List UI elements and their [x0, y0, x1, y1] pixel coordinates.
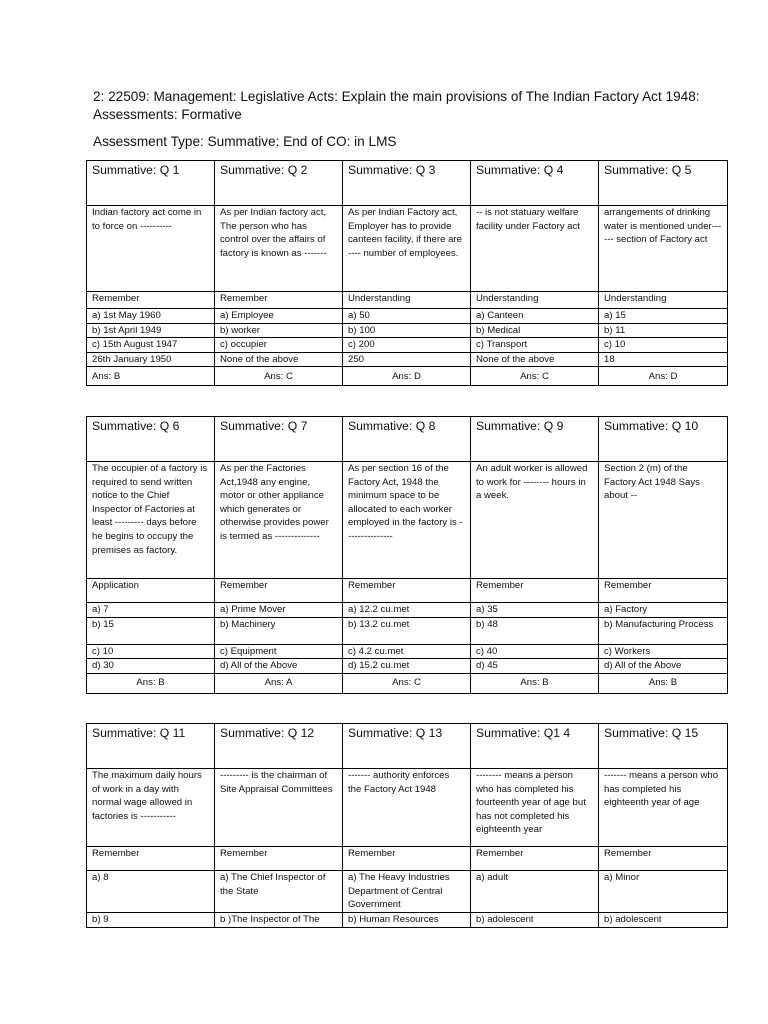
option-d: d) 15.2 cu.met — [343, 659, 471, 674]
option-a: a) 50 — [343, 309, 471, 324]
option-c: c) occupier — [215, 338, 343, 353]
blooms-level: Understanding — [599, 292, 728, 309]
question-text: -------- means a person who has completed his fourteenth year of age but has not completed his eighteenth year — [471, 769, 599, 847]
question-header: Summative: Q 3 — [343, 161, 471, 206]
answer-key: Ans: B — [87, 673, 215, 693]
option-c: c) 15th August 1947 — [87, 338, 215, 353]
option-b: b) 13.2 cu.met — [343, 617, 471, 644]
assessment-type: Assessment Type: Summative: End of CO: in LMS — [93, 134, 397, 149]
answer-key: Ans: C — [215, 367, 343, 386]
document-heading — [93, 88, 713, 124]
question-text: ------- authority enforces the Factory Act 1948 — [343, 769, 471, 847]
question-header: Summative: Q 1 — [87, 161, 215, 206]
question-table-2 — [86, 416, 728, 694]
question-header: Summative: Q 6 — [87, 417, 215, 462]
blooms-level: Remember — [343, 847, 471, 871]
blooms-level: Remember — [87, 292, 215, 309]
answer-key: Ans: B — [87, 367, 215, 386]
question-text: The occupier of a factory is required to send written notice to the Chief Inspector of Factories at least --------- days before he begins to occupy the premises as factory. — [87, 462, 215, 579]
option-d: None of the above — [215, 352, 343, 367]
answer-key: Ans: B — [471, 673, 599, 693]
option-d: d) All of the Above — [599, 659, 728, 674]
question-header: Summative: Q 7 — [215, 417, 343, 462]
question-text: ------- means a person who has completed his eighteenth year of age — [599, 769, 728, 847]
option-a: a) 7 — [87, 603, 215, 618]
question-header: Summative: Q 11 — [87, 724, 215, 769]
heading-line-2: Assessments: Formative — [93, 107, 242, 122]
option-b: b) 100 — [343, 323, 471, 338]
question-table-3 — [86, 723, 728, 928]
option-b: b )The Inspector of The — [215, 913, 343, 928]
option-c: c) Workers — [599, 644, 728, 659]
blooms-level: Remember — [215, 579, 343, 603]
question-header: Summative: Q 8 — [343, 417, 471, 462]
blooms-level: Remember — [87, 847, 215, 871]
option-a: a) Employee — [215, 309, 343, 324]
blooms-level: Remember — [599, 579, 728, 603]
answer-key: Ans: D — [343, 367, 471, 386]
option-c: c) 10 — [599, 338, 728, 353]
option-b: b) Human Resources — [343, 913, 471, 928]
option-b: b) 15 — [87, 617, 215, 644]
question-header: Summative: Q 15 — [599, 724, 728, 769]
answer-key: Ans: C — [343, 673, 471, 693]
option-a: a) Minor — [599, 871, 728, 913]
option-b: b) Manufacturing Process — [599, 617, 728, 644]
blooms-level: Remember — [599, 847, 728, 871]
option-c: c) 200 — [343, 338, 471, 353]
question-text: The maximum daily hours of work in a day with normal wage allowed in factories is ----------- — [87, 769, 215, 847]
option-a: a) 8 — [87, 871, 215, 913]
blooms-level: Remember — [471, 847, 599, 871]
question-header: Summative: Q1 4 — [471, 724, 599, 769]
question-text: As per the Factories Act,1948 any engine, motor or other appliance which generates or otherwise provides power is termed as -------------- — [215, 462, 343, 579]
question-text: As per section 16 of the Factory Act, 1948 the minimum space to be allocated to each worker employed in the factory is --------------- — [343, 462, 471, 579]
option-d: d) 45 — [471, 659, 599, 674]
option-a: a) Canteen — [471, 309, 599, 324]
option-b: b) adolescent — [471, 913, 599, 928]
option-b: b) 11 — [599, 323, 728, 338]
blooms-level: Remember — [471, 579, 599, 603]
question-header: Summative: Q 10 — [599, 417, 728, 462]
option-a: a) Factory — [599, 603, 728, 618]
option-a: a) 12.2 cu.met — [343, 603, 471, 618]
option-c: c) Equipment — [215, 644, 343, 659]
option-b: b) worker — [215, 323, 343, 338]
option-a: a) The Heavy Industries Department of Central Government — [343, 871, 471, 913]
question-header: Summative: Q 13 — [343, 724, 471, 769]
question-text: As per Indian factory act, The person who has control over the affairs of factory is known as ------- — [215, 206, 343, 292]
question-text: Section 2 (m) of the Factory Act 1948 Says about -- — [599, 462, 728, 579]
answer-key: Ans: A — [215, 673, 343, 693]
option-a: a) 35 — [471, 603, 599, 618]
option-a: a) adult — [471, 871, 599, 913]
option-c: c) 4.2 cu.met — [343, 644, 471, 659]
question-text: An adult worker is allowed to work for -------- hours in a week. — [471, 462, 599, 579]
option-b: b) adolescent — [599, 913, 728, 928]
blooms-level: Remember — [215, 847, 343, 871]
option-a: a) Prime Mover — [215, 603, 343, 618]
answer-key: Ans: B — [599, 673, 728, 693]
question-header: Summative: Q 2 — [215, 161, 343, 206]
option-b: b) 1st April 1949 — [87, 323, 215, 338]
option-a: a) The Chief Inspector of the State — [215, 871, 343, 913]
option-c: c) 10 — [87, 644, 215, 659]
question-header: Summative: Q 9 — [471, 417, 599, 462]
answer-key: Ans: C — [471, 367, 599, 386]
answer-key: Ans: D — [599, 367, 728, 386]
question-text: As per Indian Factory act, Employer has to provide canteen facility, if there are ---- number of employees. — [343, 206, 471, 292]
blooms-level: Understanding — [471, 292, 599, 309]
option-a: a) 1st May 1960 — [87, 309, 215, 324]
option-a: a) 15 — [599, 309, 728, 324]
blooms-level: Application — [87, 579, 215, 603]
question-text: Indian factory act come in to force on ---------- — [87, 206, 215, 292]
blooms-level: Remember — [343, 579, 471, 603]
option-b: b) Machinery — [215, 617, 343, 644]
option-d: None of the above — [471, 352, 599, 367]
question-text: -- is not statuary welfare facility under Factory act — [471, 206, 599, 292]
option-b: b) 48 — [471, 617, 599, 644]
question-table-1 — [86, 160, 728, 386]
question-header: Summative: Q 12 — [215, 724, 343, 769]
question-text: --------- is the chairman of Site Appraisal Committees — [215, 769, 343, 847]
option-b: b) 9 — [87, 913, 215, 928]
option-c: c) Transport — [471, 338, 599, 353]
blooms-level: Understanding — [343, 292, 471, 309]
question-header: Summative: Q 4 — [471, 161, 599, 206]
question-text: arrangements of drinking water is mentioned under------ section of Factory act — [599, 206, 728, 292]
blooms-level: Remember — [215, 292, 343, 309]
option-c: c) 40 — [471, 644, 599, 659]
option-d: d) 30 — [87, 659, 215, 674]
question-header: Summative: Q 5 — [599, 161, 728, 206]
option-d: 18 — [599, 352, 728, 367]
option-d: 26th January 1950 — [87, 352, 215, 367]
option-d: 250 — [343, 352, 471, 367]
heading-line-1: 2: 22509: Management: Legislative Acts: Explain the main provisions of The Indian Factory Act 1948: — [93, 89, 700, 104]
option-d: d) All of the Above — [215, 659, 343, 674]
option-b: b) Medical — [471, 323, 599, 338]
